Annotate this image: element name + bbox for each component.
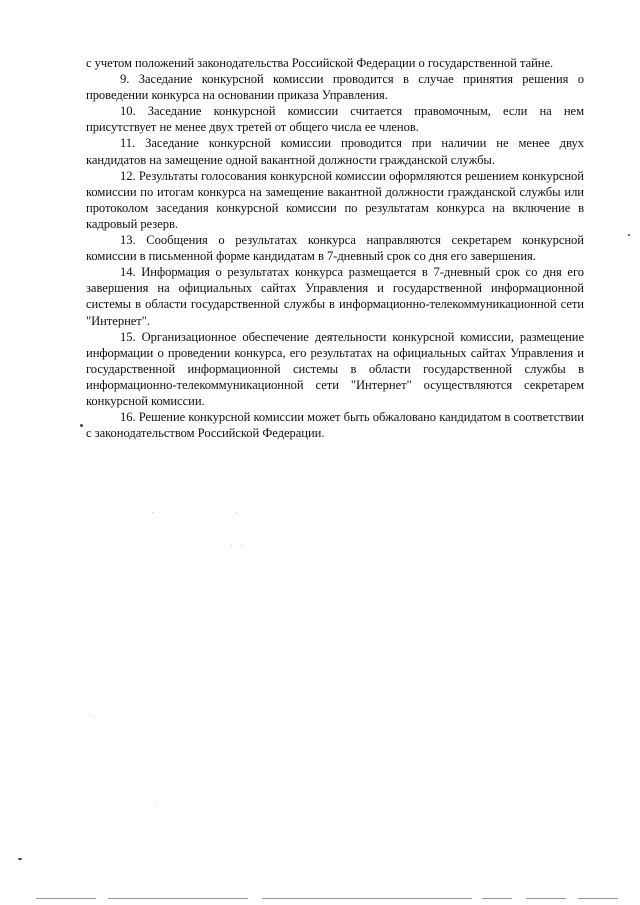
scan-edge-line [108,898,248,899]
scan-speck [156,802,157,803]
scan-speck [18,858,22,860]
paragraph-11: 11. Заседание конкурсной комиссии проводится при наличии не менее двух кандидатов на замещение одной вакантной должности гражданской службы. [86,136,584,167]
scan-speck [231,545,232,546]
paragraph-tail-8: с учетом положений законодательства Российской Федерации о государственной тайне. [86,56,554,70]
paragraph-9: 9. Заседание конкурсной комиссии проводится в случае принятия решения о проведении конкурса на основании приказа Управления. [86,72,584,103]
paragraph-12: 12. Результаты голосования конкурсной комиссии оформляются решением конкурсной комиссии по итогам конкурса на замещение вакантной должности гражданской службы или протоколом заседания конкурсной комиссии по результатам конкурса на включение в кадровый резерв. [86,168,584,231]
scan-edge-line [482,898,512,899]
scan-edge-line [262,898,472,899]
scan-speck [80,424,83,427]
scan-edge-line [578,898,618,899]
scan-speck [241,545,242,546]
scan-speck [93,716,94,717]
scan-edge-line [526,898,566,899]
paragraph-10: 10. Заседание конкурсной комиссии считается правомочным, если на нем присутствует не менее двух третей от общего числа ее членов. [86,104,584,135]
paragraph-14: 14. Информация о результатах конкурса размещается в 7-дневный срок со дня его завершения на официальных сайтах Управления и государственной информационной системы в области государственной службы в информационно-телекоммуникационной сети "Интернет". [86,265,584,328]
scan-speck [628,234,630,236]
paragraph-16: 16. Решение конкурсной комиссии может быть обжаловано кандидатом в соответствии с законодательством Российской Федерации. [86,410,584,441]
scan-speck [152,512,153,513]
scan-speck [236,512,237,513]
document-body [86,55,584,441]
scan-edge-line [36,898,96,899]
paragraph-13: 13. Сообщения о результатах конкурса направляются секретарем конкурсной комиссии в письменной форме кандидатам в 7-дневный срок со дня его завершения. [86,233,584,264]
paragraph-15: 15. Организационное обеспечение деятельности конкурсной комиссии, размещение информации о проведении конкурса, его результатах на официальных сайтах Управления и государственной информационной системы в области государственной службы в информационно-телекоммуникационной сети "Интернет" осуществляются секретарем конкурсной комиссии. [86,329,584,408]
